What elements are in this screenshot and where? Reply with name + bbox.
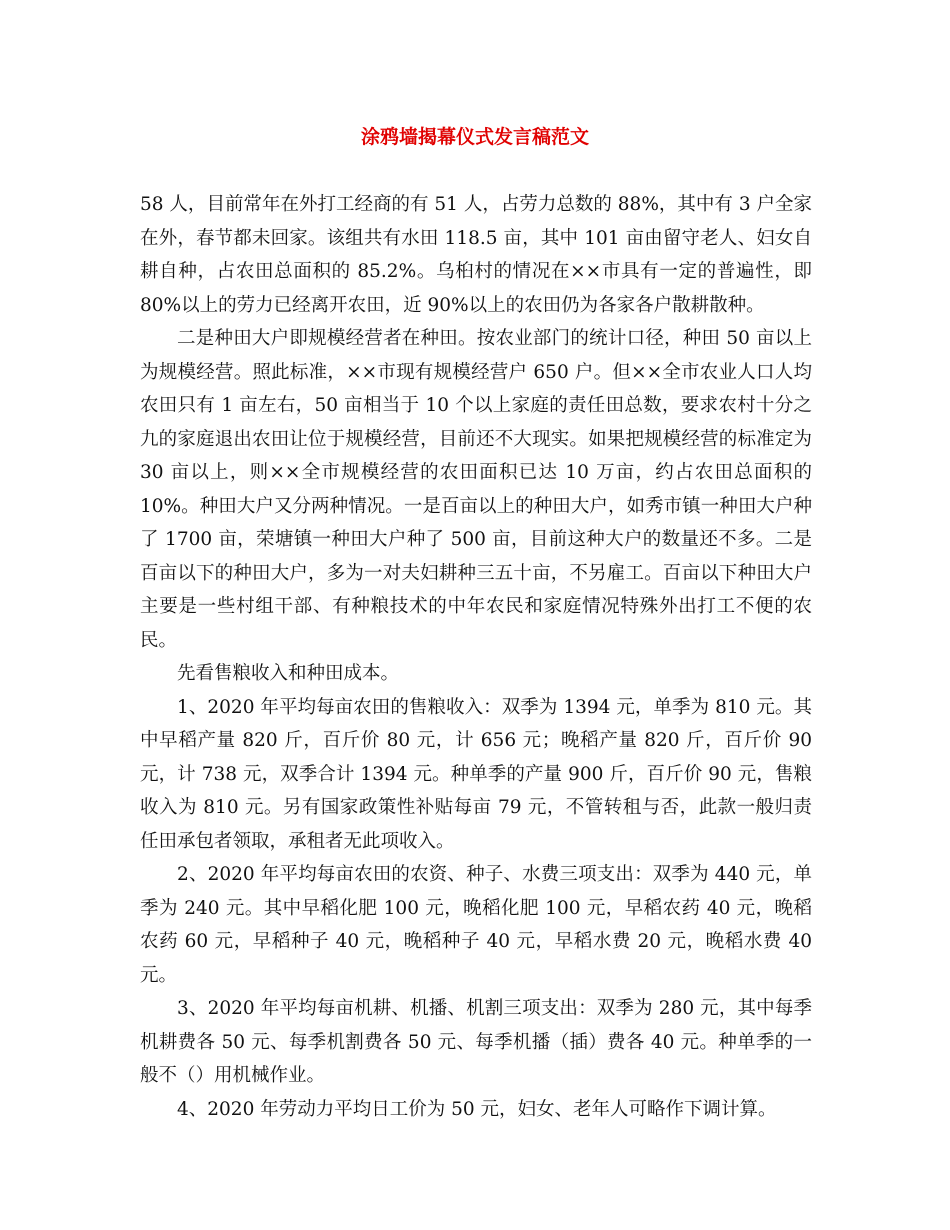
document-body xyxy=(140,188,812,1126)
paragraph-1: 58 人，目前常年在外打工经商的有 51 人，占劳力总数的 88%，其中有 3 户全家在外，春节都未回家。该组共有水田 118.5 亩，其中 101 亩由留守老人、妇女自耕自种，占农田总面积的 85.2%。乌桕村的情况在××市具有一定的普遍性，即 80%以上的劳力已经离开农田，近 90%以上的农田仍为各家各户散耕散种。 xyxy=(140,194,812,316)
paragraph-2: 二是种田大户即规模经营者在种田。按农业部门的统计口径，种田 50 亩以上为规模经营。照此标准，××市现有规模经营户 650 户。但××全市农业人口人均农田只有 1 亩左右，50 亩相当于 10 个以上家庭的责任田总数，要求农村十分之九的家庭退出农田让位于规模经营，目前还不大现实。如果把规模经营的标准定为 30 亩以上，则××全市规模经营的农田面积已达 10 万亩，约占农田总面积的 10%。种田大户又分两种情况。一是百亩以上的种田大户，如秀市镇一种田大户种了 1700 亩，荣塘镇一种田大户种了 500 亩，目前这种大户的数量还不多。二是百亩以下的种田大户，多为一对夫妇耕种三五十亩，不另雇工。百亩以下种田大户主要是一些村组干部、有种粮技术的中年农民和家庭情况特殊外出打工不便的农民。 xyxy=(140,328,812,651)
paragraph-5: 2、2020 年平均每亩农田的农资、种子、水费三项支出：双季为 440 元，单季为 240 元。其中早稻化肥 100 元，晚稻化肥 100 元，早稻农药 40 元，晚稻农药 60 元，早稻种子 40 元，晚稻种子 40 元，早稻水费 20 元，晚稻水费 40 元。 xyxy=(140,864,812,986)
paragraph-6: 3、2020 年平均每亩机耕、机播、机割三项支出：双季为 280 元，其中每季机耕费各 50 元、每季机割费各 50 元、每季机播（插）费各 40 元。种单季的一般不（）用机械作业。 xyxy=(140,998,812,1086)
paragraph-3: 先看售粮收入和种田成本。 xyxy=(177,663,400,684)
paragraph-7: 4、2020 年劳动力平均日工价为 50 元，妇女、老年人可略作下调计算。 xyxy=(177,1098,777,1120)
paragraph-4: 1、2020 年平均每亩农田的售粮收入：双季为 1394 元，单季为 810 元。其中早稻产量 820 斤，百斤价 80 元，计 656 元；晚稻产量 820 斤，百斤价 90 元，计 738 元，双季合计 1394 元。种单季的产量 900 斤，百斤价 90 元，售粮收入为 810 元。另有国家政策性补贴每亩 79 元，不管转租与否，此款一般归责任田承包者领取，承租者无此项收入。 xyxy=(140,696,812,852)
document-title: 涂鸦墙揭幕仪式发言稿范文 xyxy=(360,126,589,148)
